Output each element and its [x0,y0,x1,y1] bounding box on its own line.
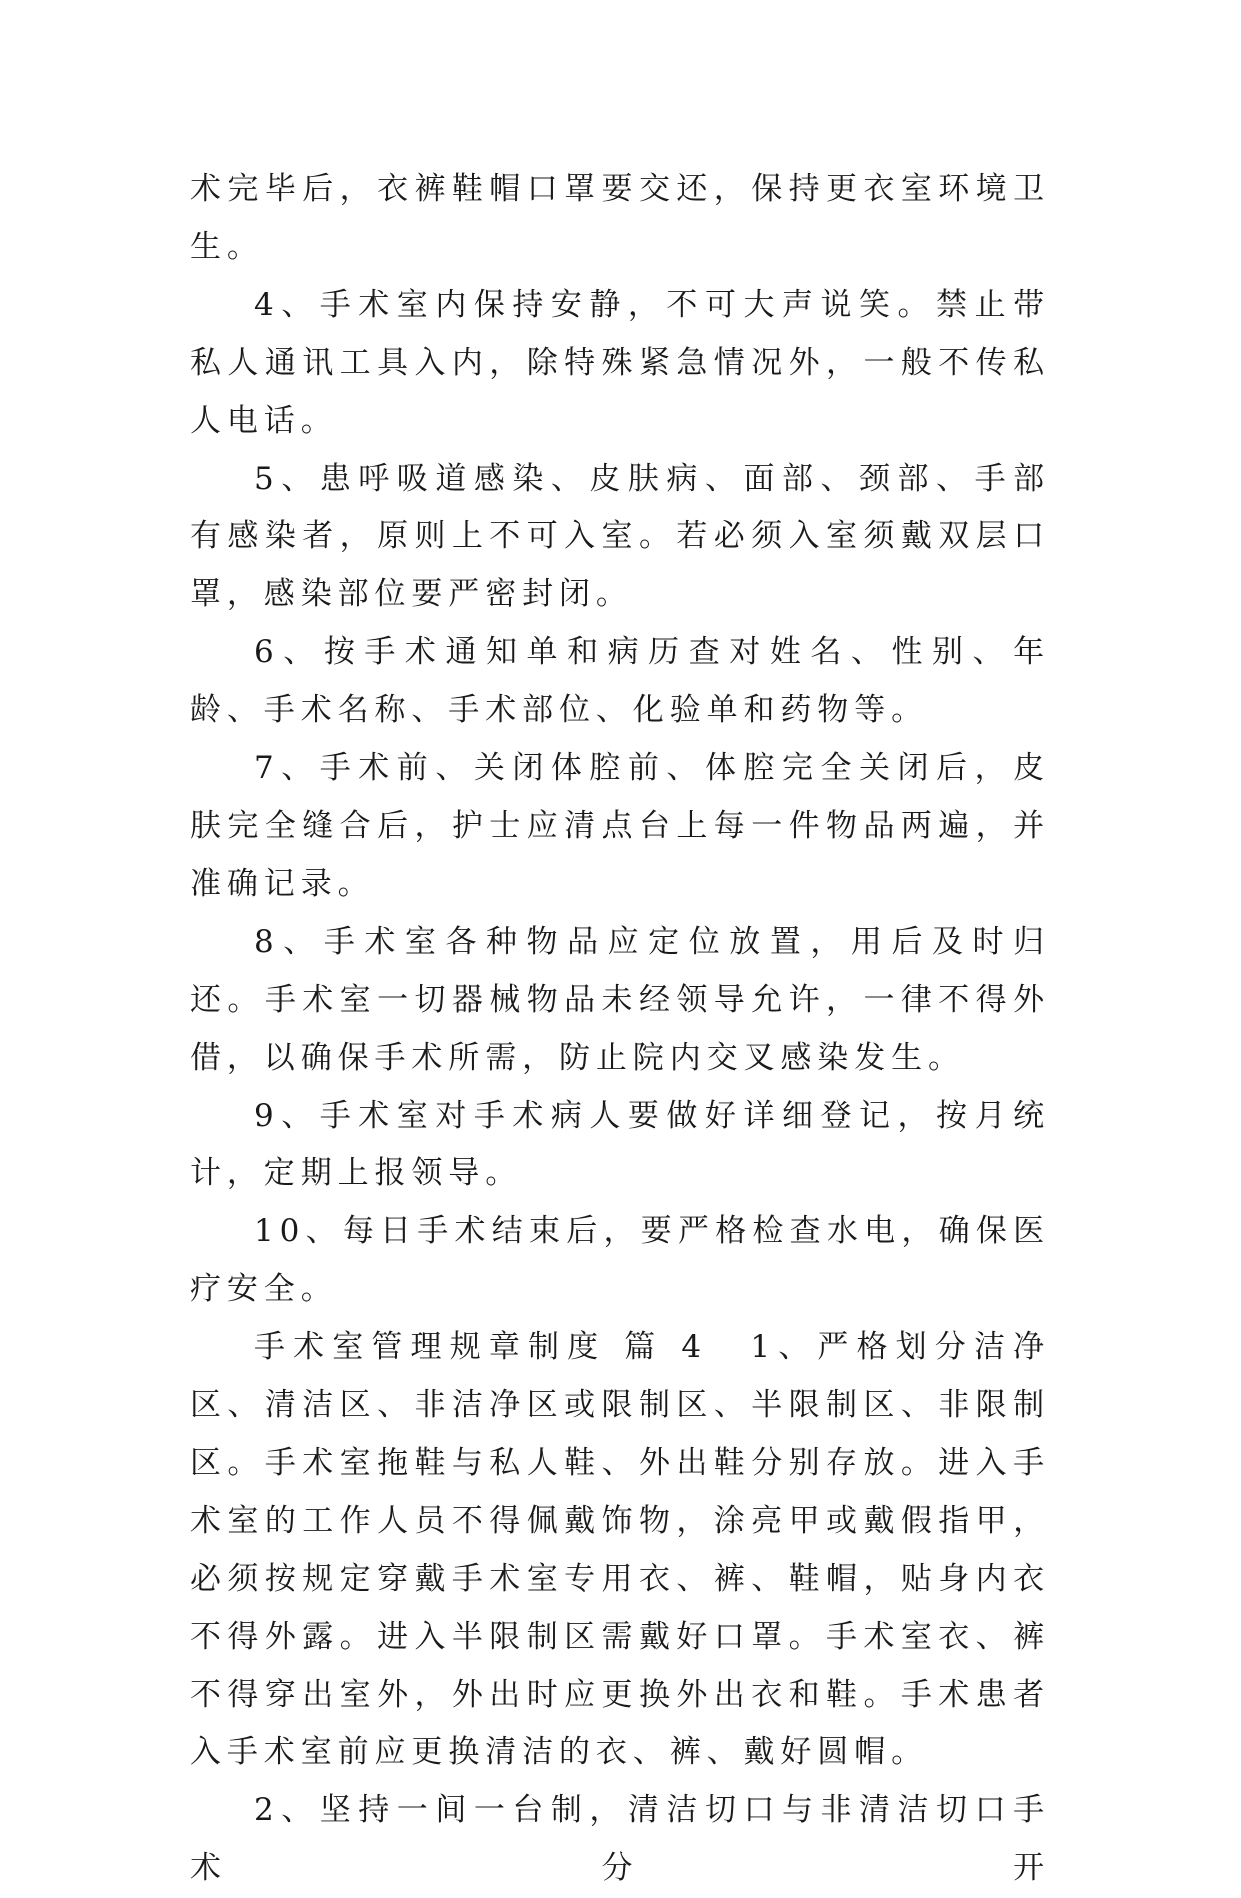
paragraph-section-4 [190,1319,1050,1782]
document-body [190,161,1050,1898]
paragraph-rule-5: 5、患呼吸道感染、皮肤病、面部、颈部、手部有感染者，原则上不可入室。若必须入室须戴双层口罩，感染部位要严密封闭。 [190,460,1050,613]
paragraph-rule-7: 7、手术前、关闭体腔前、体腔完全关闭后，皮肤完全缝合后，护士应清点台上每一件物品两遍，并准确记录。 [190,750,1050,902]
paragraph-section-rule-2: 2、坚持一间一台制，清洁切口与非清洁切口手术分开 [190,1792,1050,1887]
paragraph-rule-9: 9、手术室对手术病人要做好详细登记，按月统计，定期上报领导。 [190,1097,1050,1192]
paragraph-continuation: 术完毕后，衣裤鞋帽口罩要交还，保持更衣室环境卫生。 [190,171,1050,265]
paragraph-rule-8: 8、手术室各种物品应定位放置，用后及时归还。手术室一切器械物品未经领导允许，一律不得外借，以确保手术所需，防止院内交叉感染发生。 [190,923,1050,1076]
section-heading: 手术室管理规章制度 篇 4 [254,1329,707,1366]
paragraph-rule-10: 10、每日手术结束后，要严格检查水电，确保医疗安全。 [190,1213,1050,1308]
paragraph-rule-6: 6、按手术通知单和病历查对姓名、性别、年龄、手术名称、手术部位、化验单和药物等。 [190,634,1050,729]
section-rule-1: 1、严格划分洁净区、清洁区、非洁净区或限制区、半限制区、非限制区。手术室拖鞋与私人鞋、外出鞋分别存放。进入手术室的工作人员不得佩戴饰物，涂亮甲或戴假指甲，必须按规定穿戴手术室专用衣、裤、鞋帽，贴身内衣不得外露。进入半限制区需戴好口罩。手术室衣、裤不得穿出室外，外出时应更换外出衣和鞋。手术患者入手术室前应更换清洁的衣、裤、戴好圆帽。 [190,1329,1050,1771]
paragraph-rule-4: 4、手术室内保持安静，不可大声说笑。禁止带私人通讯工具入内，除特殊紧急情况外，一般不传私人电话。 [190,286,1050,439]
